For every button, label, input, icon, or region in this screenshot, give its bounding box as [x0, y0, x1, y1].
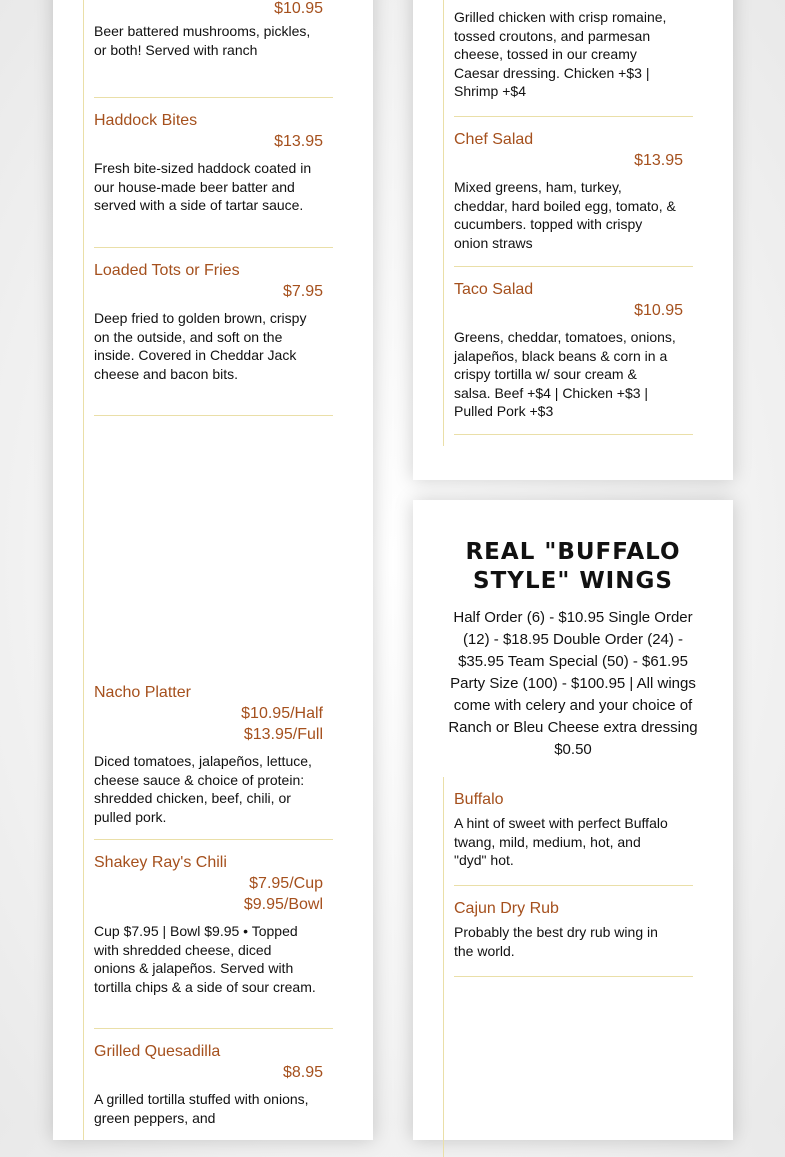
- item-divider: [94, 247, 333, 248]
- item-description: Grilled chicken with crisp romaine, tossed croutons, and parmesan cheese, tossed in our creamy Caesar dressing. Chicken +$3 | Shrimp +$4: [454, 9, 667, 100]
- section-title: REAL "BUFFALO STYLE" WINGS: [465, 539, 681, 594]
- item-name: Buffalo: [454, 791, 504, 808]
- menu-item-buffalo: [454, 790, 683, 870]
- item-price: $10.95/Half $13.95/Full: [241, 705, 323, 743]
- menu-item-haddock-bites: [94, 111, 323, 215]
- item-description: Diced tomatoes, jalapeños, lettuce, cheese sauce & choice of protein: shredded chicken, beef, chili, or pulled pork.: [94, 753, 312, 825]
- menu-rail: [443, 0, 444, 446]
- item-divider: [94, 839, 333, 840]
- item-description: Fresh bite-sized haddock coated in our house-made beer batter and served with a side of tartar sauce.: [94, 160, 312, 214]
- item-divider: [454, 116, 693, 117]
- item-price: $13.95: [634, 152, 683, 169]
- menu-item-cajun-dry-rub: [454, 899, 683, 960]
- item-price: $10.95: [634, 302, 683, 319]
- item-name: Cajun Dry Rub: [454, 900, 559, 917]
- item-price: $8.95: [282, 1064, 323, 1081]
- menu-card-wings: [413, 500, 733, 1140]
- item-price: $13.95: [274, 133, 323, 150]
- item-divider: [454, 976, 693, 977]
- menu-rail: [83, 0, 84, 1140]
- menu-item-nacho-platter: [94, 683, 323, 826]
- item-divider: [454, 266, 693, 267]
- menu-card-appetizers: [53, 0, 373, 1140]
- menu-item-grilled-quesadilla: [94, 1042, 323, 1127]
- item-description: A grilled tortilla stuffed with onions, green peppers, and: [94, 1091, 309, 1126]
- item-description: Deep fried to golden brown, crispy on the outside, and soft on the inside. Covered in Cheddar Jack cheese and bacon bits.: [94, 310, 307, 382]
- item-name: Haddock Bites: [94, 112, 198, 129]
- item-description: A hint of sweet with perfect Buffalo twang, mild, medium, hot, and "dyd" hot.: [454, 815, 668, 869]
- item-name: Taco Salad: [454, 281, 534, 298]
- item-description: Beer battered mushrooms, pickles, or both! Served with ranch: [94, 23, 311, 58]
- section-note: Half Order (6) - $10.95 Single Order (12) - $18.95 Double Order (24) - $35.95 Team Special (50) - $61.95 Party Size (100) - $100.95 | All wings come with celery and your choice of Ranch or Bleu Cheese extra dressing $0.50: [448, 609, 698, 758]
- item-description: Probably the best dry rub wing in the world.: [454, 924, 658, 959]
- menu-item-taco-salad: [454, 280, 683, 421]
- item-description: Mixed greens, ham, turkey, cheddar, hard boiled egg, tomato, & cucumbers. topped with crispy onion straws: [454, 179, 676, 251]
- menu-item-chef-salad: [454, 130, 683, 252]
- menu-item-mushrooms-pickles: [94, 0, 323, 59]
- item-divider: [94, 97, 333, 98]
- item-divider: [94, 1028, 333, 1029]
- item-price: $10.95: [274, 0, 323, 17]
- item-divider: [454, 885, 693, 886]
- item-name: Chef Salad: [454, 131, 534, 148]
- menu-card-salads: [413, 0, 733, 480]
- menu-rail: [443, 777, 444, 1157]
- item-name: Loaded Tots or Fries: [94, 262, 240, 279]
- item-description: Greens, cheddar, tomatoes, onions, jalapeños, black beans & corn in a crispy tortilla w/ sour cream & salsa. Beef +$4 | Chicken +$3 | Pulled Pork +$3: [454, 329, 676, 420]
- item-description: Cup $7.95 | Bowl $9.95 • Topped with shredded cheese, diced onions & jalapeños. Served with tortilla chips & a side of sour cream.: [94, 923, 316, 995]
- item-name: Grilled Quesadilla: [94, 1043, 221, 1060]
- item-price: $7.95: [282, 283, 323, 300]
- item-price: $7.95/Cup $9.95/Bowl: [243, 875, 323, 913]
- item-name: Shakey Ray's Chili: [94, 854, 227, 871]
- menu-item-shakey-rays-chili: [94, 853, 323, 996]
- menu-item-caesar-salad: [454, 8, 683, 101]
- item-divider: [454, 434, 693, 435]
- menu-item-loaded-tots: [94, 261, 323, 383]
- item-divider: [94, 415, 333, 416]
- item-name: Nacho Platter: [94, 684, 191, 701]
